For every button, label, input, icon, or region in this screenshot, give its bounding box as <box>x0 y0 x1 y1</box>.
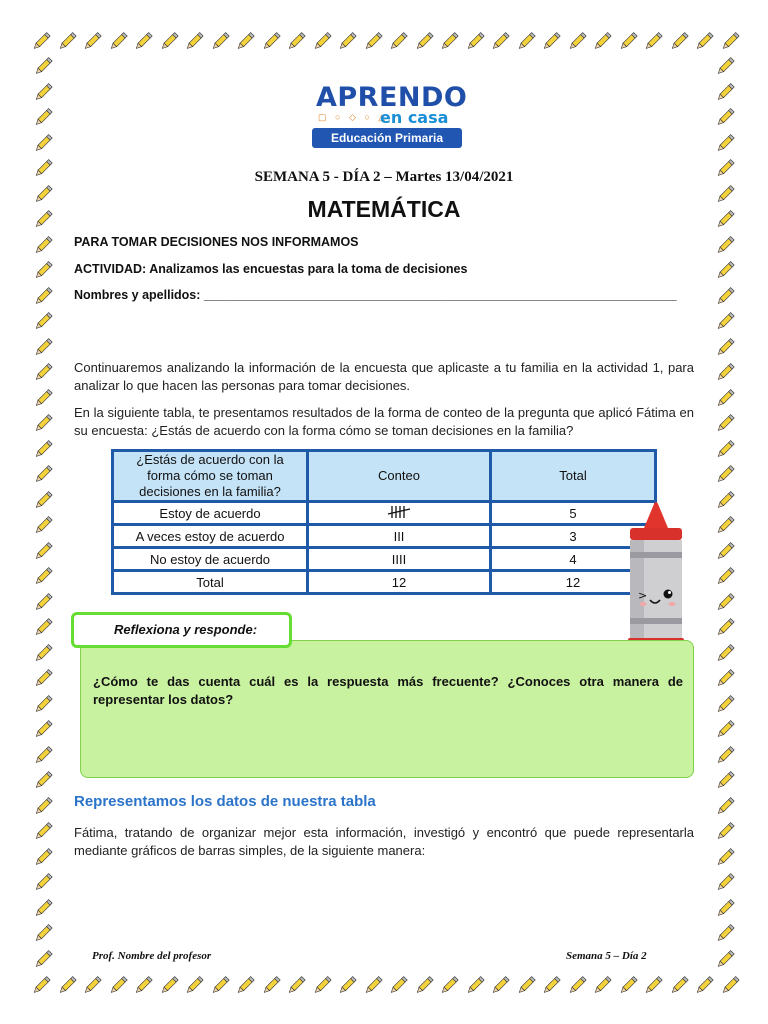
pencil-icon <box>260 974 282 996</box>
pencil-icon <box>617 974 639 996</box>
pencil-icon <box>515 30 537 52</box>
pencil-icon <box>714 489 736 511</box>
pencil-icon <box>285 974 307 996</box>
table-cell: IIII <box>308 548 491 571</box>
pencil-icon <box>617 30 639 52</box>
table-cell: Estoy de acuerdo <box>113 502 308 525</box>
pencil-icon <box>32 106 54 128</box>
reflection-answer-box <box>80 640 694 778</box>
reflection-label: Reflexiona y responde: <box>71 612 292 648</box>
pencil-icon <box>158 30 180 52</box>
pencil-icon <box>32 693 54 715</box>
pencil-icon <box>32 387 54 409</box>
table-cell: No estoy de acuerdo <box>113 548 308 571</box>
pencil-icon <box>32 642 54 664</box>
reflection-question: ¿Cómo te das cuenta cuál es la respuesta más frecuente? ¿Conoces otra manera de representar los datos? <box>93 674 683 707</box>
pencil-icon <box>714 310 736 332</box>
section-paragraph: Fátima, tratando de organizar mejor esta información, investigó y encontró que puede representarla mediante gráficos de barras simples, de la siguiente manera: <box>74 825 694 858</box>
table-cell: III <box>308 525 491 548</box>
pencil-icon <box>714 514 736 536</box>
pencil-icon <box>540 30 562 52</box>
pencil-icon <box>693 30 715 52</box>
pencil-icon <box>714 438 736 460</box>
pencil-icon <box>260 30 282 52</box>
pencil-icon <box>32 132 54 154</box>
table-cell: A veces estoy de acuerdo <box>113 525 308 548</box>
crayon-mascot-icon <box>626 500 686 652</box>
table-header-question: ¿Estás de acuerdo con la forma cómo se toman decisiones en la familia? <box>113 451 308 502</box>
pencil-icon <box>32 769 54 791</box>
aprendo-en-casa-logo <box>312 82 468 152</box>
pencil-icon <box>32 438 54 460</box>
table-row <box>113 502 656 525</box>
pencil-icon <box>489 30 511 52</box>
pencil-icon <box>183 30 205 52</box>
pencil-icon <box>515 974 537 996</box>
pencil-icon <box>642 30 664 52</box>
pencil-icon <box>714 540 736 562</box>
pencil-icon <box>32 463 54 485</box>
table-row <box>113 525 656 548</box>
names-field[interactable]: Nombres y apellidos: ____________________________________________________________________ <box>74 288 677 302</box>
pencil-icon <box>438 30 460 52</box>
pencil-icon <box>32 871 54 893</box>
pencil-icon <box>714 361 736 383</box>
table-cell: 12 <box>491 571 656 594</box>
pencil-icon <box>540 974 562 996</box>
pencil-icon <box>132 974 154 996</box>
pencil-icon <box>32 948 54 970</box>
pencil-icon <box>714 463 736 485</box>
pencil-icon <box>714 718 736 740</box>
pencil-icon <box>714 55 736 77</box>
pencil-icon <box>714 922 736 944</box>
tally-five-cell <box>308 502 491 525</box>
pencil-icon <box>714 336 736 358</box>
pencil-icon <box>32 310 54 332</box>
pencil-icon <box>336 30 358 52</box>
pencil-icon <box>413 30 435 52</box>
pencil-icon <box>464 974 486 996</box>
pencil-icon <box>32 81 54 103</box>
pencil-icon <box>464 30 486 52</box>
pencil-icon <box>209 30 231 52</box>
pencil-icon <box>311 30 333 52</box>
pencil-icon <box>714 285 736 307</box>
pencil-icon <box>32 514 54 536</box>
pencil-icon <box>32 718 54 740</box>
pencil-icon <box>285 30 307 52</box>
footer-week: Semana 5 – Día 2 <box>566 950 647 962</box>
pencil-icon <box>714 642 736 664</box>
paragraph-2: En la siguiente tabla, te presentamos resultados de la forma de conteo de la pregunta que aplicó Fátima en su encuesta: ¿Estás de acuerdo con la forma cómo se toman decisiones en la familia? <box>74 405 694 438</box>
pencil-icon <box>311 974 333 996</box>
paragraph-1: Continuaremos analizando la información de la encuesta que aplicaste a tu familia en la actividad 1, para analizar lo que hacen las personas para tomar decisiones. <box>74 360 694 393</box>
pencil-icon <box>489 974 511 996</box>
logo-shapes: ▢ ○ ◇ ○ △ <box>318 112 389 122</box>
pencil-icon <box>32 234 54 256</box>
pencil-icon <box>413 974 435 996</box>
pencil-icon <box>714 795 736 817</box>
table-header-total: Total <box>491 451 656 502</box>
pencil-icon <box>438 974 460 996</box>
pencil-icon <box>209 974 231 996</box>
pencil-icon <box>714 616 736 638</box>
pencil-icon <box>32 591 54 613</box>
week-line: SEMANA 5 - DÍA 2 – Martes 13/04/2021 <box>254 169 514 185</box>
table-row <box>113 548 656 571</box>
pencil-icon <box>642 974 664 996</box>
pencil-icon <box>32 744 54 766</box>
logo-title: APRENDO <box>316 82 468 113</box>
pencil-icon <box>714 387 736 409</box>
pencil-icon <box>714 132 736 154</box>
pencil-icon <box>714 846 736 868</box>
pencil-icon <box>81 30 103 52</box>
pencil-icon <box>719 30 741 52</box>
pencil-icon <box>566 974 588 996</box>
pencil-icon <box>714 591 736 613</box>
table-header-count: Conteo <box>308 451 491 502</box>
pencil-icon <box>107 30 129 52</box>
table-header-row <box>113 451 656 502</box>
logo-banner: Educación Primaria <box>312 128 462 148</box>
footer-teacher: Prof. Nombre del profesor <box>92 950 212 962</box>
pencil-icon <box>714 106 736 128</box>
pencil-icon <box>32 361 54 383</box>
pencil-icon <box>566 30 588 52</box>
pencil-icon <box>32 667 54 689</box>
pencil-icon <box>32 795 54 817</box>
pencil-icon <box>714 871 736 893</box>
pencil-icon <box>107 974 129 996</box>
pencil-icon <box>714 693 736 715</box>
pencil-icon <box>387 30 409 52</box>
pencil-icon <box>714 948 736 970</box>
svg-text:>: > <box>638 589 648 602</box>
pencil-icon <box>56 974 78 996</box>
pencil-icon <box>362 974 384 996</box>
pencil-icon <box>714 81 736 103</box>
table-cell: 5 <box>491 502 656 525</box>
pencil-icon <box>714 412 736 434</box>
pencil-icon <box>32 820 54 842</box>
pencil-icon <box>387 974 409 996</box>
pencil-icon <box>668 30 690 52</box>
logo-subtitle: en casa <box>380 108 449 127</box>
pencil-icon <box>32 616 54 638</box>
tally-marks-icon <box>384 505 414 519</box>
pencil-icon <box>714 744 736 766</box>
topic-heading: PARA TOMAR DECISIONES NOS INFORMAMOS <box>74 235 359 249</box>
pencil-icon <box>30 30 52 52</box>
pencil-icon <box>81 974 103 996</box>
pencil-icon <box>30 974 52 996</box>
pencil-icon <box>714 820 736 842</box>
pencil-icon <box>56 30 78 52</box>
table-cell: 12 <box>308 571 491 594</box>
pencil-icon <box>719 974 741 996</box>
pencil-icon <box>714 769 736 791</box>
pencil-icon <box>32 922 54 944</box>
pencil-icon <box>591 974 613 996</box>
pencil-icon <box>183 974 205 996</box>
pencil-icon <box>132 30 154 52</box>
pencil-icon <box>32 489 54 511</box>
pencil-icon <box>591 30 613 52</box>
table-cell: 4 <box>491 548 656 571</box>
pencil-icon <box>32 55 54 77</box>
pencil-icon <box>693 974 715 996</box>
pencil-icon <box>714 667 736 689</box>
section-title: Representamos los datos de nuestra tabla <box>74 793 376 810</box>
table-cell: 3 <box>491 525 656 548</box>
pencil-icon <box>158 974 180 996</box>
pencil-icon <box>714 234 736 256</box>
pencil-icon <box>714 259 736 281</box>
pencil-icon <box>362 30 384 52</box>
pencil-icon <box>668 974 690 996</box>
pencil-icon <box>714 565 736 587</box>
pencil-icon <box>32 897 54 919</box>
table-cell: Total <box>113 571 308 594</box>
pencil-icon <box>32 540 54 562</box>
pencil-icon <box>32 259 54 281</box>
pencil-icon <box>32 285 54 307</box>
table-row <box>113 571 656 594</box>
pencil-icon <box>714 897 736 919</box>
pencil-icon <box>32 336 54 358</box>
pencil-icon <box>32 412 54 434</box>
pencil-icon <box>32 565 54 587</box>
pencil-icon <box>336 974 358 996</box>
page-title: MATEMÁTICA <box>307 196 461 222</box>
pencil-icon <box>32 846 54 868</box>
pencil-icon <box>234 974 256 996</box>
survey-table <box>111 449 657 595</box>
pencil-icon <box>234 30 256 52</box>
activity-line: ACTIVIDAD: Analizamos las encuestas para la toma de decisiones <box>74 262 468 276</box>
